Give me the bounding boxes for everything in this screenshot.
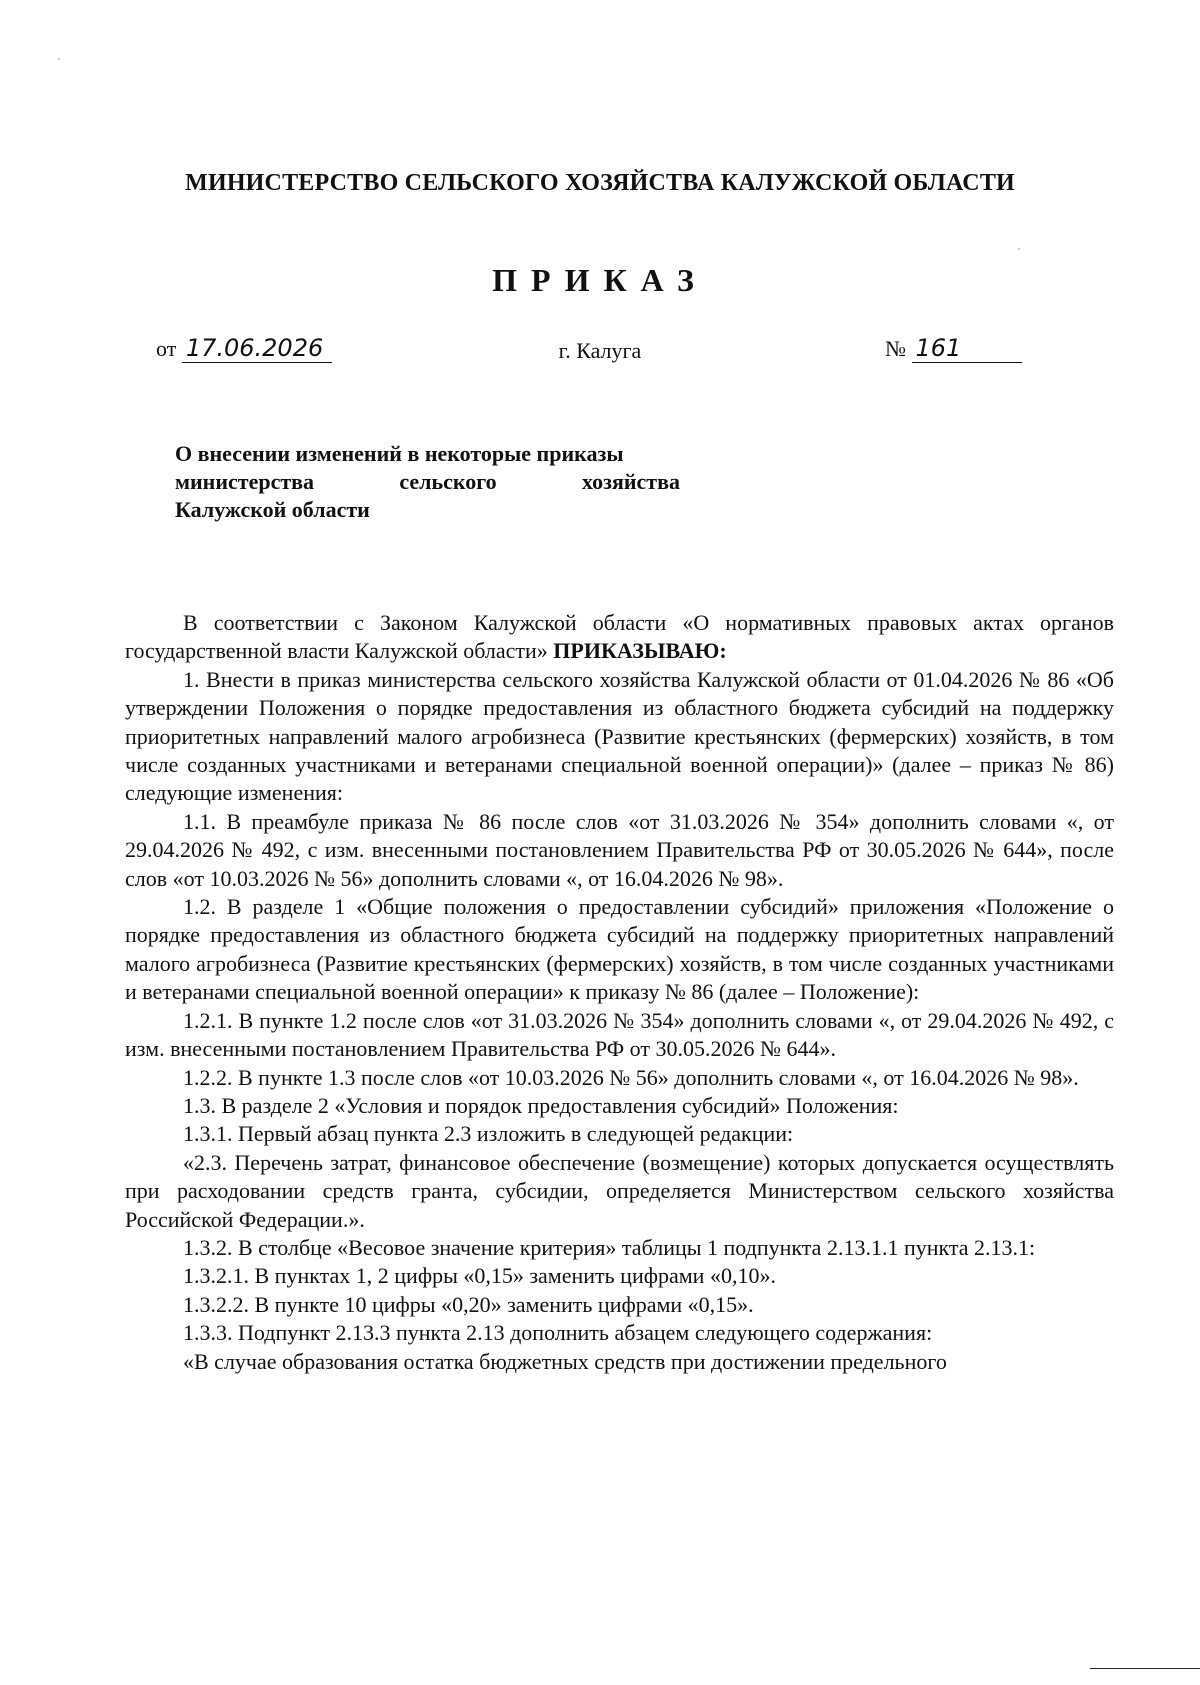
document-type: ПРИКАЗ (492, 262, 708, 298)
order-subject (175, 440, 680, 524)
subject-line: Калужской области (175, 497, 370, 522)
order-body (125, 609, 1114, 1376)
order-word: ПРИКАЗЫВАЮ: (553, 638, 727, 664)
body-paragraph: «В случае образования остатка бюджетных средств при достижении предельного (183, 1348, 947, 1374)
body-paragraph: 1.2.1. В пункте 1.2 после слов «от 31.03.2026 № 354» дополнить словами «, от 29.04.2026 № 492, с изм. внесенными постановлением Правительства РФ от 30.05.2026 № 644». (125, 1007, 1114, 1062)
order-city: г. Калуга (558, 338, 642, 363)
body-paragraph: 1.3.2.2. В пункте 10 цифры «0,20» заменить цифрами «0,15». (183, 1291, 754, 1317)
body-paragraph: 1.3.2.1. В пунктах 1, 2 цифры «0,15» заменить цифрами «0,10». (183, 1263, 776, 1289)
order-number (885, 334, 1022, 363)
body-paragraph: «2.3. Перечень затрат, финансовое обеспечение (возмещение) которых допускается осуществлять при расходовании средств гранта, субсидии, определяется Министерством сельского хозяйства Российской Федерации.». (125, 1149, 1114, 1232)
body-paragraph: 1.2.2. В пункте 1.3 после слов «от 10.03.2026 № 56» дополнить словами «, от 16.04.2026 № 98». (183, 1064, 1079, 1090)
body-paragraph: 1.3. В разделе 2 «Условия и порядок предоставления субсидий» Положения: (183, 1092, 899, 1118)
preamble-paragraph (125, 609, 1114, 666)
number-prefix: № (885, 336, 906, 361)
scan-speck (1018, 248, 1020, 250)
body-paragraph: 1.1. В преамбуле приказа № 86 после слов «от 31.03.2026 № 354» дополнить словами «, от 29.04.2026 № 492, с изм. внесенными постановлением Правительства РФ от 30.05.2026 № 644», после слов «от 10.03.2026 № 56» дополнить словами «, от 16.04.2026 № 98». (125, 808, 1114, 891)
subject-line: О внесении изменений в некоторые приказы (175, 441, 624, 466)
body-paragraph: 1.3.3. Подпункт 2.13.3 пункта 2.13 дополнить абзацем следующего содержания: (183, 1320, 933, 1346)
subject-line: министерства сельского хозяйства (175, 469, 680, 494)
body-paragraph: 1. Внести в приказ министерства сельского хозяйства Калужской области от 01.04.2026 № 86 «Об утверждении Положения о порядке предоставления из областного бюджета субсидий на поддержку приоритетных направлений малого агробизнеса (Развитие крестьянских (фермерских) хозяйств, в том числе созданных участниками и ветеранами специальной военной операции)» (далее – приказ № 86) следующие изменения: (125, 666, 1114, 806)
date-prefix: от (156, 336, 177, 361)
ministry-name: МИНИСТЕРСТВО СЕЛЬСКОГО ХОЗЯЙСТВА КАЛУЖСКОЙ ОБЛАСТИ (185, 170, 1015, 196)
handwritten-date: 17.06.2026 (182, 334, 332, 363)
preamble-text: В соответствии с Законом Калужской области «О нормативных правовых актах органов государственной власти Калужской области» (125, 610, 1114, 664)
scan-speck (58, 58, 60, 60)
page-corner-rule (1090, 1668, 1200, 1669)
body-paragraph: 1.3.1. Первый абзац пункта 2.3 изложить в следующей редакции: (183, 1121, 794, 1147)
body-paragraph: 1.2. В разделе 1 «Общие положения о предоставлении субсидий» приложения «Положение о порядке предоставления из областного бюджета субсидий на поддержку приоритетных направлений малого агробизнеса (Развитие крестьянских (фермерских) хозяйств, в том числе созданных участниками и ветеранами специальной военной операции» к приказу № 86 (далее – Положение): (125, 894, 1114, 1005)
handwritten-number: 161 (912, 334, 1022, 363)
body-paragraph: 1.3.2. В столбце «Весовое значение критерия» таблицы 1 подпункта 2.13.1.1 пункта 2.13.1: (183, 1234, 1036, 1260)
